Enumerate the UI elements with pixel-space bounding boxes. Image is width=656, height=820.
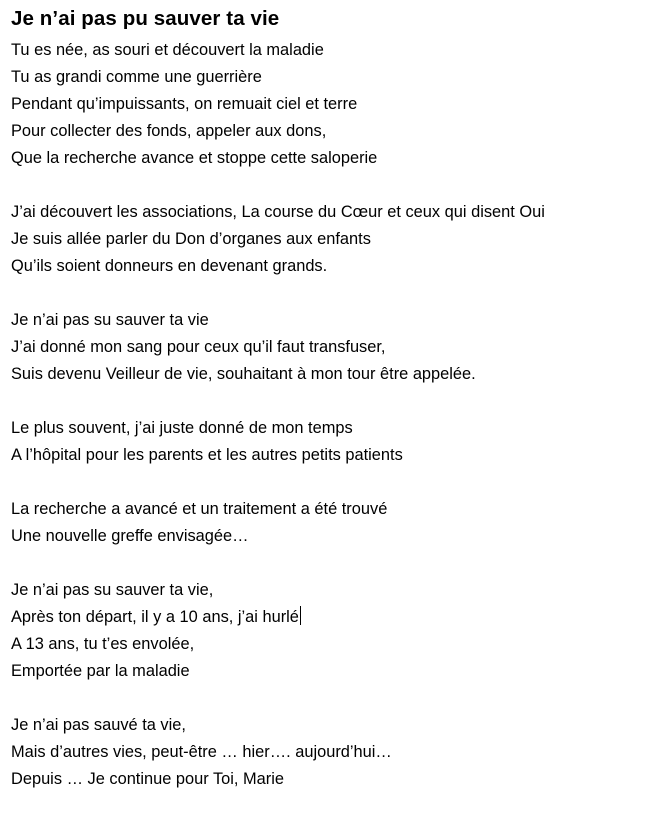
stanza-2 [11, 199, 651, 280]
poem-line: Que la recherche avance et stoppe cette saloperie [11, 149, 378, 167]
poem-line: Je suis allée parler du Don d’organes aux enfants [11, 230, 371, 248]
poem-line: A l’hôpital pour les parents et les autres petits patients [11, 446, 403, 464]
stanza-5 [11, 496, 651, 550]
stanza-6 [11, 577, 651, 685]
poem-line: Le plus souvent, j’ai juste donné de mon temps [11, 419, 353, 437]
poem-line: Suis devenu Veilleur de vie, souhaitant à mon tour être appelée. [11, 365, 476, 383]
poem-line: Pendant qu’impuissants, on remuait ciel et terre [11, 95, 358, 113]
poem-line: Je n’ai pas sauvé ta vie, [11, 716, 186, 734]
poem-line: Tu as grandi comme une guerrière [11, 68, 262, 86]
poem-line: La recherche a avancé et un traitement a été trouvé [11, 500, 388, 518]
poem-line: Emportée par la maladie [11, 662, 190, 680]
stanza-4 [11, 415, 651, 469]
poem-line: Pour collecter des fonds, appeler aux dons, [11, 122, 327, 140]
poem-line: A 13 ans, tu t’es envolée, [11, 635, 195, 653]
poem-line: Qu’ils soient donneurs en devenant grands. [11, 257, 328, 275]
poem-line: J’ai donné mon sang pour ceux qu’il faut transfuser, [11, 338, 386, 356]
poem-title: Je n’ai pas pu sauver ta vie [11, 7, 280, 30]
poem-line: Depuis … Je continue pour Toi, Marie [11, 770, 285, 788]
poem-line-text: Après ton départ, il y a 10 ans, j’ai hurlé [11, 608, 299, 626]
text-cursor [300, 606, 301, 625]
stanza-3 [11, 307, 651, 388]
poem-line: Tu es née, as souri et découvert la maladie [11, 41, 324, 59]
document-page [11, 6, 651, 820]
poem-line: Mais d’autres vies, peut-être … hier…. aujourd’hui… [11, 743, 392, 761]
poem-line: Je n’ai pas su sauver ta vie [11, 311, 209, 329]
poem-line: Je n’ai pas su sauver ta vie, [11, 581, 214, 599]
poem-line-with-cursor[interactable] [11, 604, 651, 631]
poem-line: Une nouvelle greffe envisagée… [11, 527, 249, 545]
stanza-1 [11, 37, 651, 172]
poem-line: J’ai découvert les associations, La course du Cœur et ceux qui disent Oui [11, 203, 545, 221]
stanza-7 [11, 712, 651, 793]
